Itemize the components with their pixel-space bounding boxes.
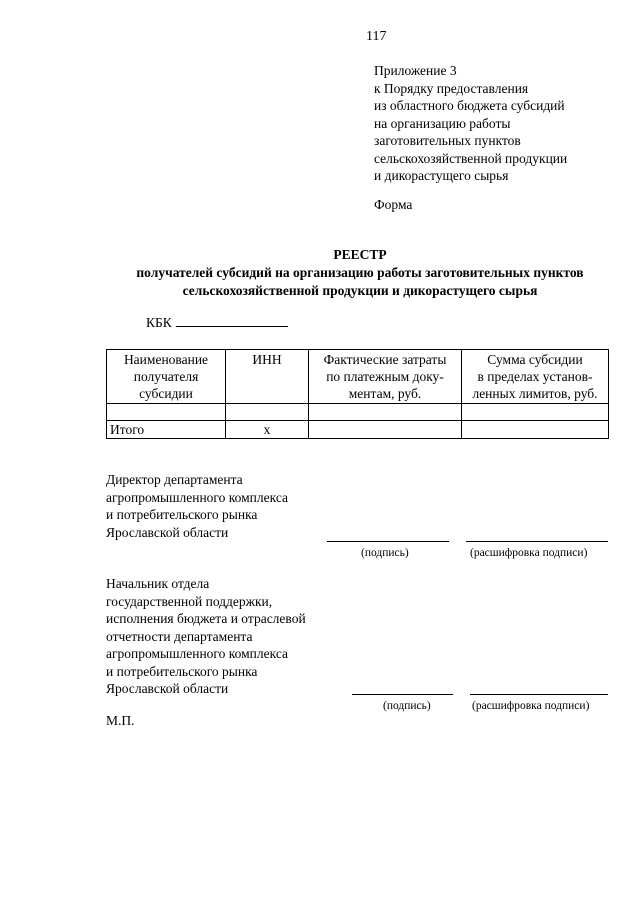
header-text: субсидии <box>139 386 193 401</box>
total-label: Итого <box>107 421 226 439</box>
table-cell <box>309 404 462 421</box>
appendix-line: на организацию работы <box>374 115 511 131</box>
decoding-caption: (расшифровка подписи) <box>472 700 590 712</box>
kbk-blank-line <box>176 314 288 327</box>
decoding-line <box>466 541 608 542</box>
kbk-label: КБК <box>146 315 172 330</box>
department-head-signature-block <box>106 575 346 698</box>
signature-line <box>352 694 453 695</box>
stamp-label: М.П. <box>106 713 135 728</box>
signature-caption: (подпись) <box>383 700 431 712</box>
signature-line <box>327 541 449 542</box>
position-line: Начальник отдела <box>106 576 210 591</box>
appendix-line: из областного бюджета субсидий <box>374 98 565 113</box>
header-text: ИНН <box>252 352 282 367</box>
header-text: получателя <box>133 369 199 384</box>
table-cell <box>226 404 309 421</box>
table-total-row <box>107 421 609 439</box>
position-line: и потребительского рынка <box>106 507 258 522</box>
position-line: Ярославской области <box>106 681 229 696</box>
header-text: в пределах установ- <box>477 369 593 384</box>
total-actual-costs <box>309 421 462 439</box>
signature-caption: (подпись) <box>361 547 409 559</box>
total-inn: х <box>226 421 309 439</box>
position-line: отчетности департамента <box>106 628 253 644</box>
header-subsidy-amount <box>462 350 609 404</box>
appendix-line: Приложение 3 <box>374 63 457 78</box>
position-line: Директор департамента <box>106 472 243 487</box>
director-signature-block <box>106 471 346 541</box>
position-line: государственной поддержки, <box>106 593 273 609</box>
registry-table <box>106 349 609 439</box>
header-text: ментам, руб. <box>348 386 422 401</box>
header-text: Сумма субсидии <box>487 352 583 367</box>
table-cell <box>107 404 226 421</box>
position-line: Ярославской области <box>106 524 229 540</box>
header-inn <box>226 350 309 404</box>
header-text: Наименование <box>123 352 209 367</box>
appendix-line: сельскохозяйственной продукции <box>374 150 568 166</box>
appendix-line: и дикорастущего сырья <box>374 168 509 183</box>
appendix-note <box>374 62 624 185</box>
position-line: агропромышленного комплекса <box>106 489 288 505</box>
table-header-row <box>107 350 609 404</box>
form-label: Форма <box>374 197 413 212</box>
title-line-1: получателей субсидий на организацию работы заготовительных пунктов <box>136 265 584 280</box>
header-actual-costs <box>309 350 462 404</box>
page-number: 117 <box>366 29 387 44</box>
title-line-2: сельскохозяйственной продукции и дикорастущего сырья <box>182 283 538 298</box>
appendix-line: к Порядку предоставления <box>374 80 529 96</box>
table-cell <box>462 404 609 421</box>
document-title <box>100 246 620 300</box>
decoding-caption: (расшифровка подписи) <box>470 547 588 559</box>
appendix-line: заготовительных пунктов <box>374 133 521 148</box>
position-line: и потребительского рынка <box>106 663 258 679</box>
title-heading: РЕЕСТР <box>333 247 387 262</box>
decoding-line <box>470 694 608 695</box>
kbk-field <box>146 314 288 332</box>
table-row <box>107 404 609 421</box>
position-line: агропромышленного комплекса <box>106 646 288 661</box>
header-recipient-name <box>107 350 226 404</box>
header-text: Фактические затраты <box>323 352 447 367</box>
header-text: по платежным доку- <box>326 369 444 384</box>
total-subsidy-amount <box>462 421 609 439</box>
position-line: исполнения бюджета и отраслевой <box>106 611 306 626</box>
header-text: ленных лимитов, руб. <box>472 386 598 401</box>
